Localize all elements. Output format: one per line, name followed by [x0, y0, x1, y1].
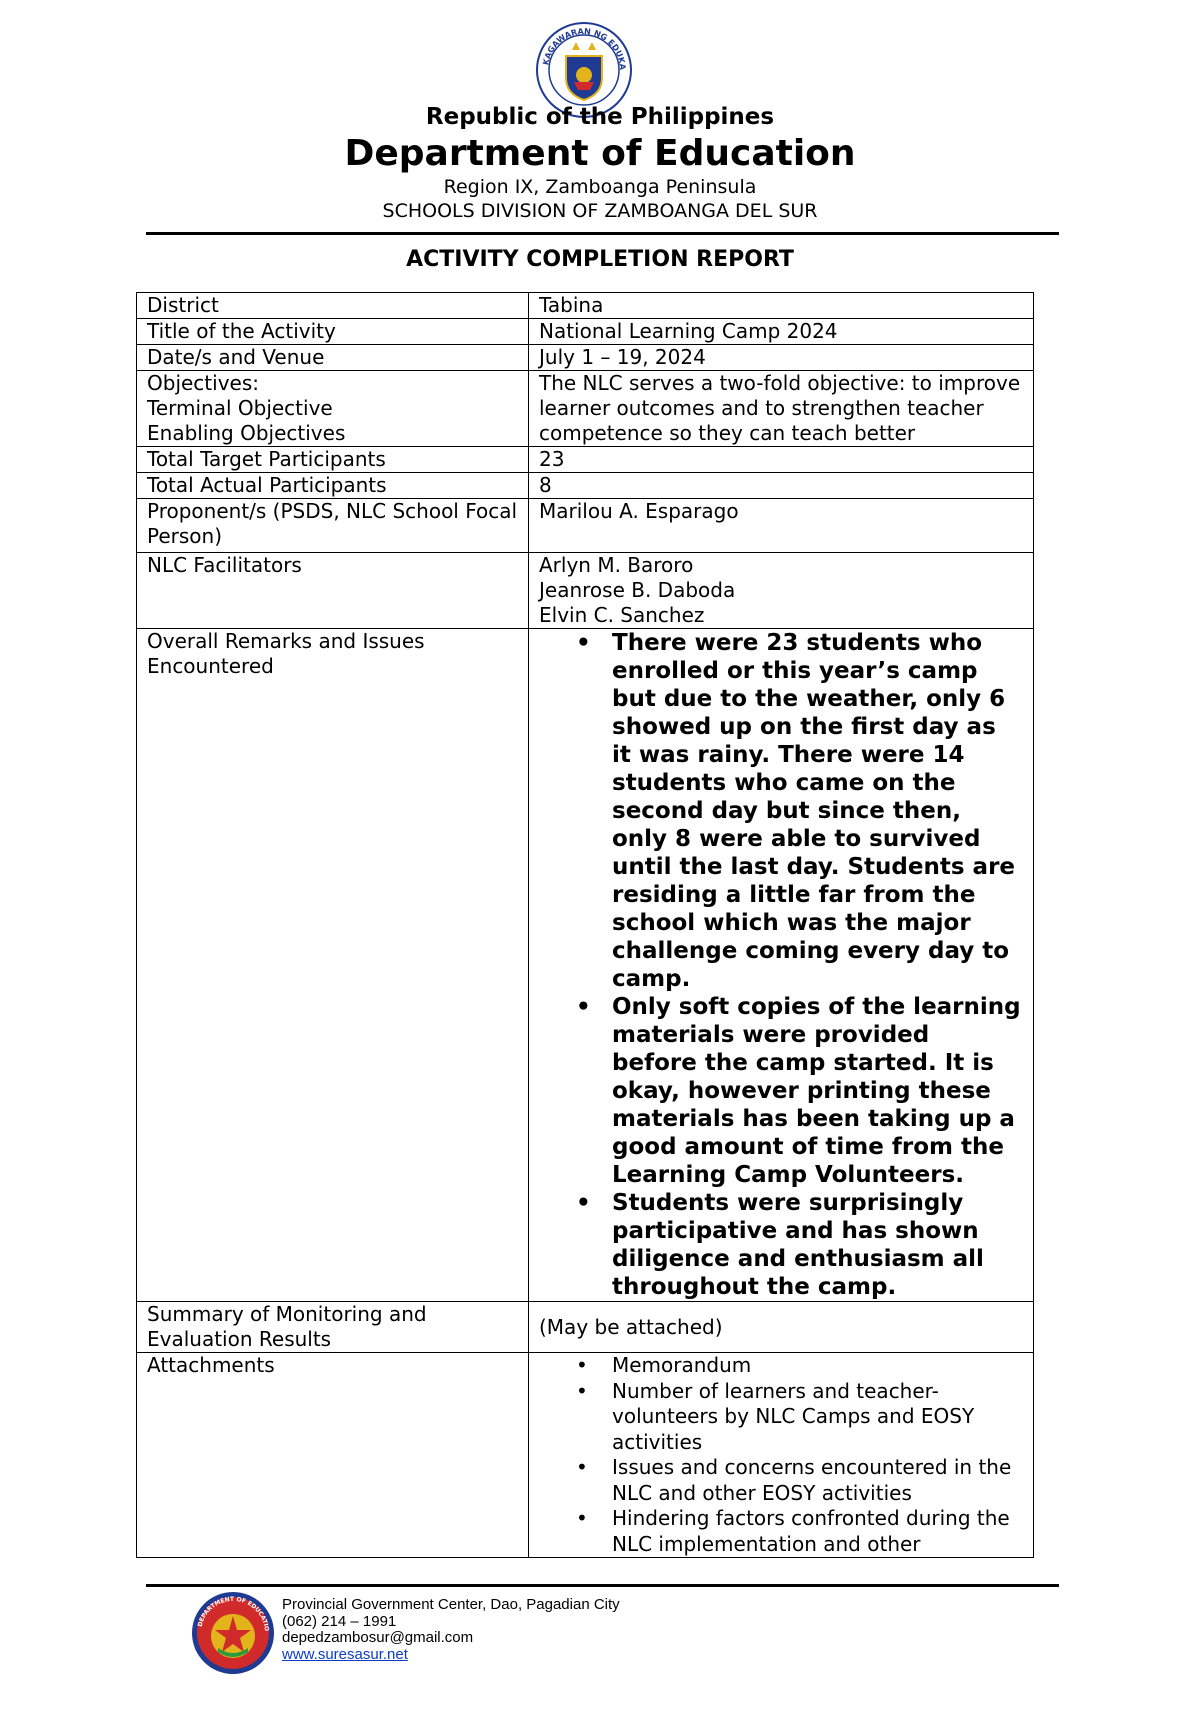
row-value: Marilou A. Esparago [529, 499, 1034, 553]
header-divider [146, 232, 1059, 235]
svg-text:DEPARTMENT OF EDUCATION: DEPARTMENT OF EDUCATIO [196, 1595, 271, 1632]
row-value: 23 [529, 447, 1034, 473]
attachment-text: Number of learners and teacher-volunteers by NLC Camps and EOSY activities [612, 1378, 975, 1454]
table-row-remarks [137, 629, 1034, 1302]
objectives-label: Objectives: [147, 371, 259, 395]
report-table [136, 292, 1034, 1558]
footer-website-link[interactable]: www.suresasur.net [282, 1645, 408, 1663]
table-row-objectives [137, 371, 1034, 447]
header-republic: Republic of the Philippines [425, 104, 775, 130]
table-row-proponent [137, 499, 1034, 553]
enabling-objectives-label: Enabling Objectives [147, 421, 346, 445]
footer-email: depedzambosur@gmail.com [282, 1629, 474, 1646]
bullet-icon: • [576, 1506, 588, 1530]
footer-phone: (062) 214 – 1991 [282, 1612, 397, 1630]
row-label: Overall Remarks and Issues Encountered [137, 629, 529, 1302]
footer-divider [146, 1584, 1059, 1587]
table-row-facilitators [137, 553, 1034, 629]
list-item [539, 1189, 1025, 1301]
row-label: District [137, 293, 529, 319]
row-label: Attachments [137, 1353, 529, 1558]
table-row-attachments [137, 1353, 1034, 1558]
facilitator-name: Arlyn M. Baroro [539, 553, 694, 577]
header-department: Department of Education [344, 133, 856, 174]
report-title: ACTIVITY COMPLETION REPORT [406, 247, 794, 272]
table-row-monitoring [137, 1302, 1034, 1353]
attachments-list [539, 1353, 1023, 1557]
row-label: Summary of Monitoring and Evaluation Results [137, 1302, 529, 1353]
row-value [529, 1353, 1034, 1558]
bullet-icon: • [576, 1378, 588, 1403]
row-label: Total Target Participants [137, 447, 529, 473]
table-row-district [137, 293, 1034, 319]
attachment-text: Hindering factors confronted during the NLC implementation and other [612, 1506, 1010, 1556]
list-item [539, 993, 1025, 1189]
remark-text: There were 23 students who enrolled or this year’s camp but due to the weather, only 6 showed up on the first day as it was rainy. There were 14 students who came on the second day but since then, only 8 were able to survived until the last day. Students are residing a little far from the school which was the major challenge coming every day to camp. [612, 630, 1016, 992]
list-item [539, 1455, 1023, 1506]
division-seal-logo [190, 1590, 276, 1676]
remark-text: Only soft copies of the learning materials were provided before the camp started. It is okay, however printing these materials has been taking up a good amount of time from the Learning Camp Volunteers. [612, 994, 1021, 1188]
table-row-actual-participants [137, 473, 1034, 499]
remark-text: Students were surprisingly participative and has shown diligence and enthusiasm all throughout the camp. [612, 1190, 984, 1300]
list-item [539, 1353, 1023, 1379]
row-label: Title of the Activity [137, 319, 529, 345]
facilitator-name: Jeanrose B. Daboda [539, 578, 736, 602]
table-row-target-participants [137, 447, 1034, 473]
footer-contact [282, 1597, 620, 1663]
header-division: SCHOOLS DIVISION OF ZAMBOANGA DEL SUR [382, 200, 818, 222]
list-item [539, 1506, 1023, 1557]
list-item [539, 1379, 1023, 1456]
row-value [529, 553, 1034, 629]
row-value: July 1 – 19, 2024 [529, 345, 1034, 371]
row-value: National Learning Camp 2024 [529, 319, 1034, 345]
attachment-text: Memorandum [612, 1353, 752, 1377]
header-region: Region IX, Zamboanga Peninsula [443, 176, 757, 198]
table-row-title [137, 319, 1034, 345]
footer-address: Provincial Government Center, Dao, Pagadian City [282, 1596, 620, 1613]
row-label: Date/s and Venue [137, 345, 529, 371]
table-row-date-venue [137, 345, 1034, 371]
row-value: 8 [529, 473, 1034, 499]
row-label: Proponent/s (PSDS, NLC School Focal Person) [137, 499, 529, 553]
facilitator-name: Elvin C. Sanchez [539, 603, 705, 627]
bullet-icon: • [576, 1190, 591, 1216]
row-label: Total Actual Participants [137, 473, 529, 499]
bullet-icon: • [576, 630, 591, 656]
row-label [137, 371, 529, 447]
list-item [539, 629, 1025, 993]
remarks-list [539, 629, 1025, 1301]
svg-text:KAGAWARAN NG EDUKASYON: KAGAWARAN NG EDUKA [541, 26, 628, 71]
row-value: (May be attached) [529, 1302, 1034, 1353]
row-value: The NLC serves a two-fold objective: to improve learner outcomes and to strengthen teacher competence so they can teach better [529, 371, 1034, 447]
terminal-objective-label: Terminal Objective [147, 396, 333, 420]
row-value: Tabina [529, 293, 1034, 319]
row-value [529, 629, 1034, 1302]
bullet-icon: • [576, 1353, 588, 1377]
bullet-icon: • [576, 1455, 588, 1479]
bullet-icon: • [576, 994, 591, 1020]
attachment-text: Issues and concerns encountered in the NLC and other EOSY activities [612, 1455, 1012, 1505]
row-label: NLC Facilitators [137, 553, 529, 629]
